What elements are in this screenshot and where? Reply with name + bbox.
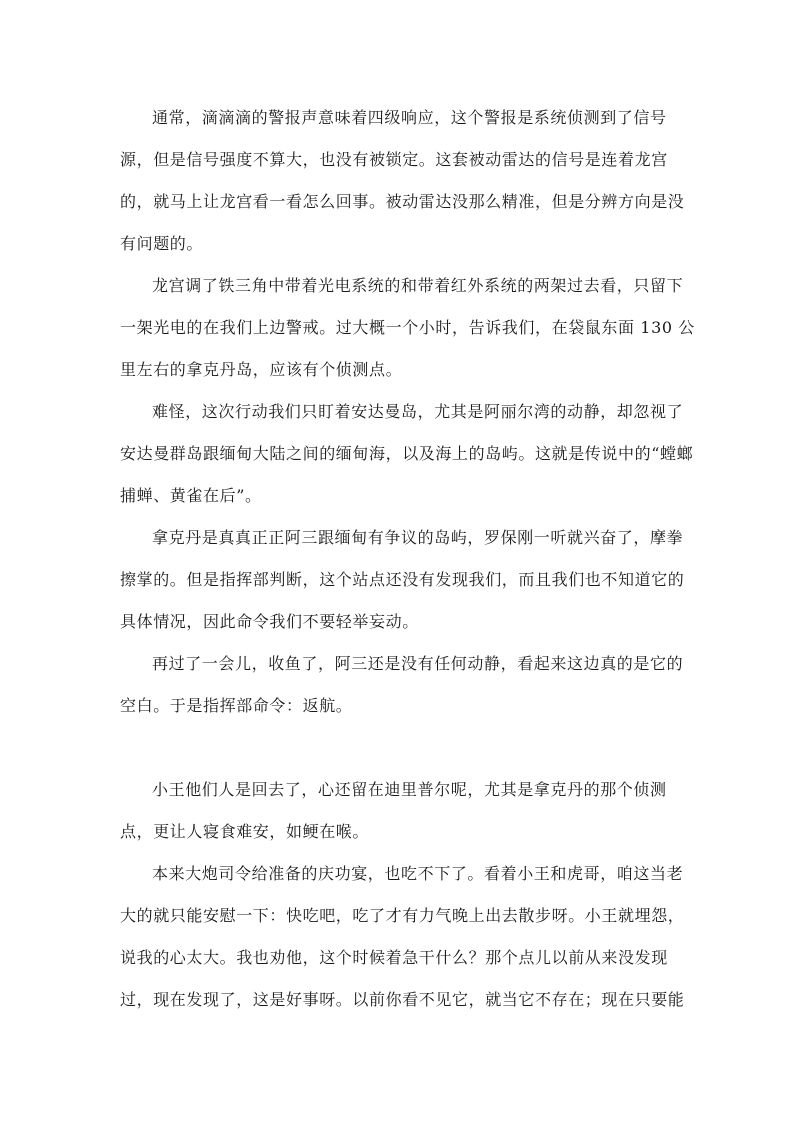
text-line: 说我的心太大。我也劝他，这个时候着急干什么？那个点儿以前从来没发现	[120, 948, 668, 967]
text-line: 通常，滴滴滴的警报声意味着四级响应，这个警报是系统侦测到了信号	[152, 108, 667, 127]
text-line: 过，现在发现了，这是好事呀。以前你看不见它，就当它不存在；现在只要能	[120, 990, 685, 1009]
text-line: 有问题的。	[120, 234, 204, 253]
text-line: 里左右的拿克丹岛，应该有个侦测点。	[120, 360, 403, 379]
text-line: 捕蝉、黄雀在后”。	[120, 486, 262, 505]
text-line: 安达曼群岛跟缅甸大陆之间的缅甸海，以及海上的岛屿。这就是传说中的“螳螂	[120, 444, 694, 463]
text-line: 点，更让人寝食难安，如鲠在喉。	[120, 822, 370, 841]
text-line: 一架光电的在我们上边警戒。过大概一个小时，告诉我们，在袋鼠东面 130 公	[120, 318, 695, 337]
text-line: 难怪，这次行动我们只盯着安达曼岛，尤其是阿丽尔湾的动静，却忽视了	[152, 402, 684, 421]
text-line: 龙宫调了铁三角中带着光电系统的和带着红外系统的两架过去看，只留下	[152, 276, 684, 295]
text-line: 空白。于是指挥部命令：返航。	[120, 696, 353, 715]
text-line: 的，就马上让龙宫看一看怎么回事。被动雷达没那么精准，但是分辨方向是没	[120, 192, 685, 211]
text-line: 小王他们人是回去了，心还留在迪里普尔呢，尤其是拿克丹的那个侦测	[152, 780, 667, 799]
text-line: 大的就只能安慰一下：快吃吧，吃了才有力气晚上出去散步呀。小王就埋怨，	[120, 906, 685, 925]
text-line: 再过了一会儿，收鱼了，阿三还是没有任何动静，看起来这边真的是它的	[152, 654, 684, 673]
text-line: 本来大炮司令给准备的庆功宴，也吃不下了。看着小王和虎哥，咱这当老	[152, 864, 684, 883]
text-line: 源，但是信号强度不算大，也没有被锁定。这套被动雷达的信号是连着龙宫	[120, 150, 668, 169]
text-line: 拿克丹是真真正正阿三跟缅甸有争议的岛屿，罗保刚一听就兴奋了，摩拳	[152, 528, 684, 547]
text-line: 具体情况，因此命令我们不要轻举妄动。	[120, 612, 419, 631]
text-line: 擦掌的。但是指挥部判断，这个站点还没有发现我们，而且我们也不知道它的	[120, 570, 685, 589]
